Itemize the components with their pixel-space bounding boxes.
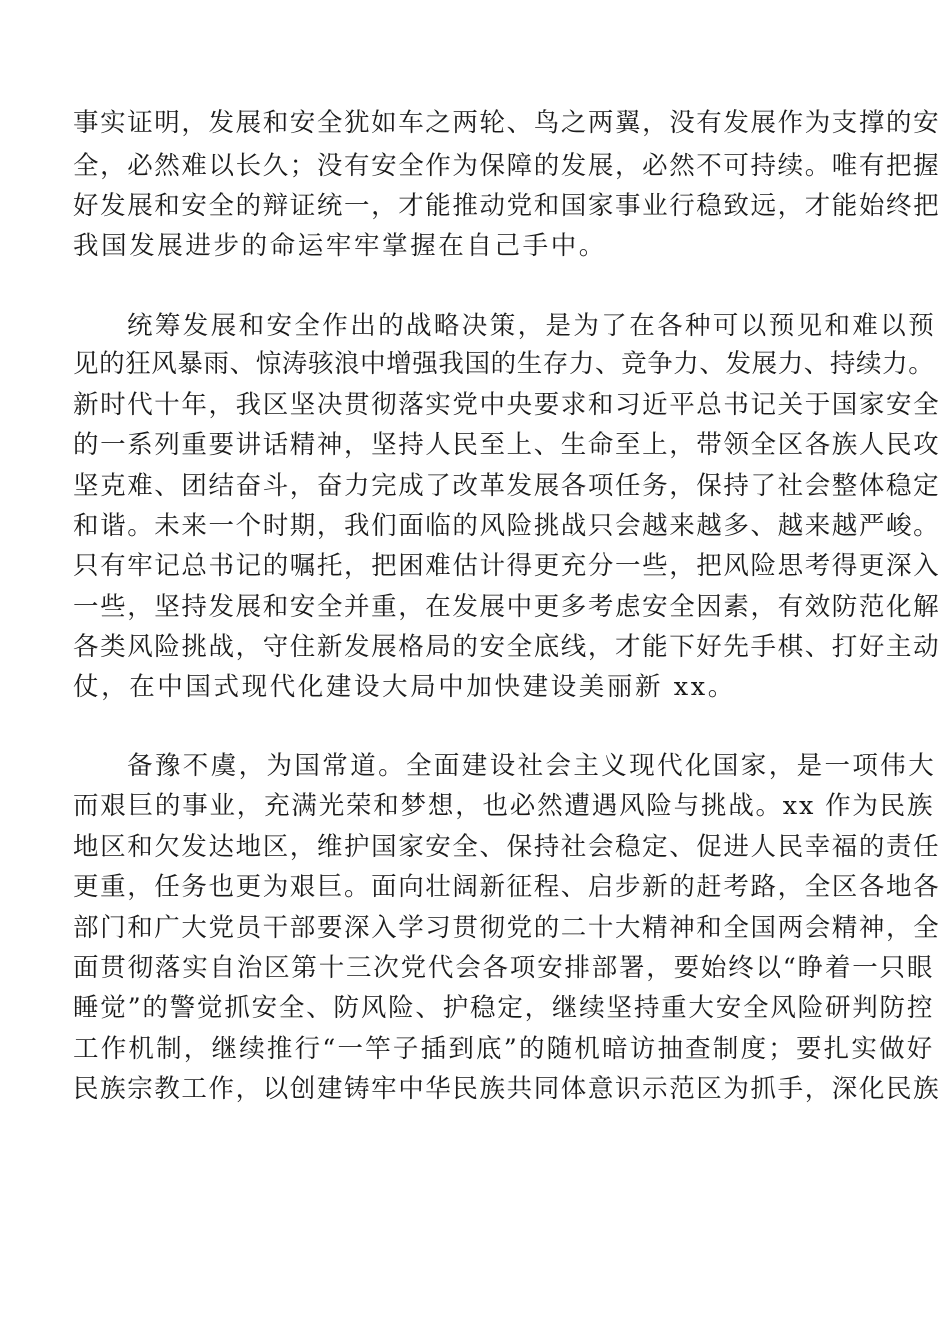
text-line: 见的狂风暴雨、惊涛骇浪中增强我国的生存力、竞争力、发展力、持续力。 xyxy=(73,349,935,379)
text-line: 各类风险挑战，守住新发展格局的安全底线，才能下好先手棋、打好主动 xyxy=(73,632,941,662)
text-line: 备豫不虞，为国常道。全面建设社会主义现代化国家，是一项伟大 xyxy=(127,751,937,781)
text-line: 全，必然难以长久；没有安全作为保障的发展，必然不可持续。唯有把握 xyxy=(73,151,941,181)
text-line: 更重，任务也更为艰巨。面向壮阔新征程、启步新的赶考路，全区各地各 xyxy=(73,872,941,902)
text-line: 部门和广大党员干部要深入学习贯彻党的二十大精神和全国两会精神，全 xyxy=(73,913,941,943)
text-line: 睡觉”的警觉抓安全、防风险、护稳定，继续坚持重大安全风险研判防控 xyxy=(73,993,935,1023)
text-line: 一些，坚持发展和安全并重，在发展中更多考虑安全因素，有效防范化解 xyxy=(73,592,941,622)
text-line: 面贯彻落实自治区第十三次党代会各项安排部署，要始终以“睁着一只眼 xyxy=(73,953,935,983)
text-line: 工作机制，继续推行“一竿子插到底”的随机暗访抽查制度；要扎实做好 xyxy=(73,1034,935,1064)
text-line: 仗，在中国式现代化建设大局中加快建设美丽新 xx。 xyxy=(73,672,736,702)
text-line: 而艰巨的事业，充满光荣和梦想，也必然遭遇风险与挑战。xx 作为民族 xyxy=(73,791,935,821)
text-line: 统筹发展和安全作出的战略决策，是为了在各种可以预见和难以预 xyxy=(127,311,937,341)
text-line: 和谐。未来一个时期，我们面临的风险挑战只会越来越多、越来越严峻。 xyxy=(73,511,941,541)
text-line: 地区和欠发达地区，维护国家安全、保持社会稳定、促进人民幸福的责任 xyxy=(73,832,941,862)
text-line: 的一系列重要讲话精神，坚持人民至上、生命至上，带领全区各族人民攻 xyxy=(73,430,941,460)
text-line: 我国发展进步的命运牢牢掌握在自己手中。 xyxy=(73,231,607,261)
text-line: 新时代十年，我区坚决贯彻落实党中央要求和习近平总书记关于国家安全 xyxy=(73,390,941,420)
text-line: 只有牢记总书记的嘱托，把困难估计得更充分一些，把风险思考得更深入 xyxy=(73,551,941,581)
text-line: 事实证明，发展和安全犹如车之两轮、鸟之两翼，没有发展作为支撑的安 xyxy=(73,108,941,138)
text-line: 民族宗教工作，以创建铸牢中华民族共同体意识示范区为抓手，深化民族 xyxy=(73,1074,941,1104)
text-line: 坚克难、团结奋斗，奋力完成了改革发展各项任务，保持了社会整体稳定 xyxy=(73,471,941,501)
text-line: 好发展和安全的辩证统一，才能推动党和国家事业行稳致远，才能始终把 xyxy=(73,191,941,221)
